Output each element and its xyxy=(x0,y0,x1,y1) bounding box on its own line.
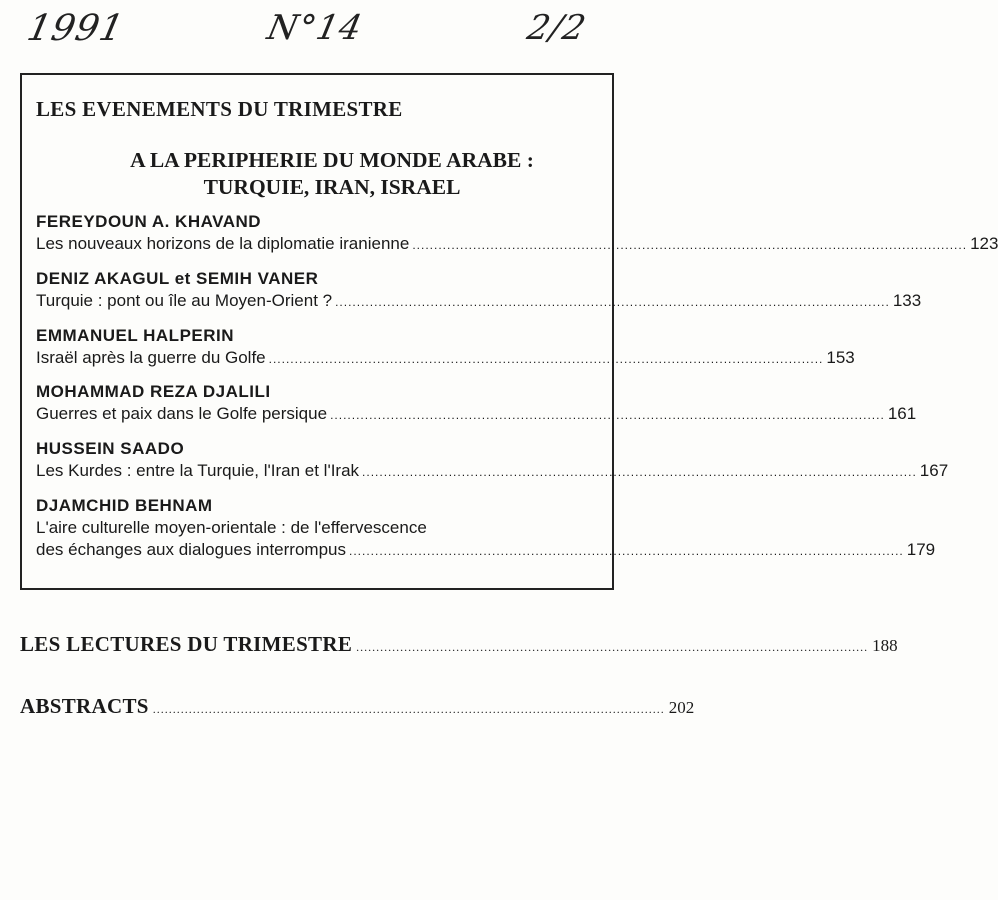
leader-dots: ................................................................................................................................ xyxy=(268,352,824,366)
abstracts-entry[interactable] xyxy=(20,694,695,719)
entry-page: 161 xyxy=(887,404,917,423)
leader-dots: ................................................................................................................................ xyxy=(348,544,904,558)
leader-dots: ................................................................................................................................ xyxy=(335,295,890,309)
entry-author: MOHAMMAD REZA DJALILI xyxy=(36,382,271,401)
entry-title: Israël après la guerre du Golfe xyxy=(36,348,266,367)
abstracts-title: ABSTRACTS xyxy=(20,694,149,718)
entry-page: 167 xyxy=(919,461,949,480)
heading-line-1: A LA PERIPHERIE DU MONDE ARABE : xyxy=(130,148,534,172)
toc-entry[interactable] xyxy=(36,438,949,483)
handwritten-year: 1991 xyxy=(23,8,128,49)
abstracts-page: 202 xyxy=(668,698,695,717)
toc-entry[interactable] xyxy=(36,211,998,256)
handwritten-issue-number: N°14 xyxy=(263,8,367,48)
leader-dots: ................................................................................................................................ xyxy=(330,408,885,422)
toc-entry[interactable] xyxy=(36,381,917,426)
section-title: LES EVENEMENTS DU TRIMESTRE xyxy=(36,97,403,121)
entry-author: HUSSEIN SAADO xyxy=(36,439,185,458)
entry-page: 179 xyxy=(906,540,936,559)
section-heading xyxy=(22,147,612,201)
lectures-page: 188 xyxy=(872,636,898,655)
lectures-entry[interactable] xyxy=(20,632,898,657)
lectures-title: LES LECTURES DU TRIMESTRE xyxy=(20,632,353,656)
events-section-box xyxy=(20,73,998,590)
handwritten-part: 2/2 xyxy=(523,8,590,48)
entry-author: DJAMCHID BEHNAM xyxy=(36,496,213,515)
entry-page: 153 xyxy=(826,348,855,367)
entry-title-line-1: L'aire culturelle moyen-orientale : de l'effervescence xyxy=(36,518,427,537)
leader-dots: ................................................................................................................................ xyxy=(362,465,917,479)
entry-page: 123 xyxy=(970,234,998,253)
toc-entry[interactable] xyxy=(36,325,855,370)
leader-dots: ................................................................................................................................ xyxy=(412,238,968,252)
entry-title: Les Kurdes : entre la Turquie, l'Iran et l'Irak xyxy=(36,461,360,480)
entry-author: FEREYDOUN A. KHAVAND xyxy=(36,212,262,231)
leader-dots: ................................................................................................................................ xyxy=(152,702,665,716)
entry-author: DENIZ AKAGUL et SEMIH VANER xyxy=(36,269,319,288)
entry-title: des échanges aux dialogues interrompus xyxy=(36,540,346,559)
entry-title: Turquie : pont ou île au Moyen-Orient ? xyxy=(36,291,333,310)
toc-entry[interactable] xyxy=(36,268,922,313)
entry-title: Guerres et paix dans le Golfe persique xyxy=(36,404,328,423)
entry-author: EMMANUEL HALPERIN xyxy=(36,326,235,345)
heading-line-2: TURQUIE, IRAN, ISRAEL xyxy=(203,175,461,199)
toc-entry[interactable] xyxy=(36,495,936,562)
entry-title: Les nouveaux horizons de la diplomatie iranienne xyxy=(36,234,410,253)
entry-page: 133 xyxy=(892,291,922,310)
leader-dots: ................................................................................................................................ xyxy=(356,640,869,654)
